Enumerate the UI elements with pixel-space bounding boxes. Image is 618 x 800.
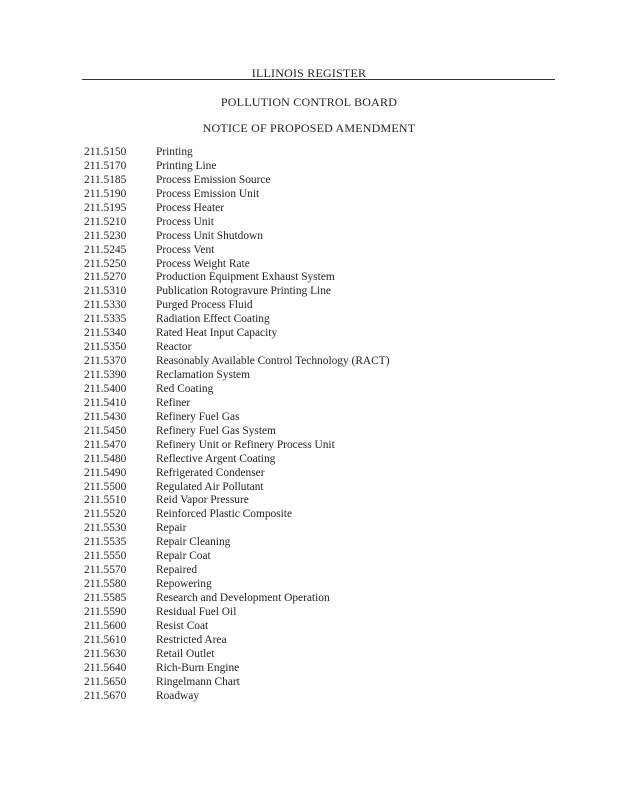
section-term: Reid Vapor Pressure — [156, 494, 249, 507]
section-term: Regulated Air Pollutant — [156, 480, 264, 493]
section-term: Repowering — [156, 578, 212, 591]
section-term: Refinery Unit or Refinery Process Unit — [156, 438, 335, 451]
register-title: ILLINOIS REGISTER — [251, 66, 367, 80]
list-item — [84, 383, 390, 397]
section-number: 211.5190 — [84, 187, 127, 200]
list-item — [84, 606, 390, 620]
list-item — [84, 453, 390, 467]
section-number: 211.5510 — [84, 494, 127, 507]
section-number: 211.5170 — [84, 159, 127, 172]
section-term: Repair — [156, 522, 187, 535]
list-item — [84, 160, 390, 174]
section-number: 211.5230 — [84, 229, 127, 242]
section-number: 211.5210 — [84, 215, 127, 228]
section-term: Repaired — [156, 564, 198, 577]
list-item — [84, 578, 390, 592]
section-number: 211.5470 — [84, 438, 127, 451]
list-item — [84, 258, 390, 272]
section-number: 211.5270 — [84, 271, 127, 284]
list-item — [84, 481, 390, 495]
section-number: 211.5430 — [84, 410, 127, 423]
section-number: 211.5550 — [84, 550, 127, 563]
section-number: 211.5650 — [84, 675, 127, 688]
section-term: Reinforced Plastic Composite — [156, 508, 293, 521]
section-term: Repair Coat — [156, 550, 211, 563]
section-number: 211.5585 — [84, 592, 127, 604]
list-item — [84, 634, 390, 648]
list-item — [84, 188, 390, 202]
notice-title: NOTICE OF PROPOSED AMENDMENT — [202, 121, 416, 135]
list-item — [84, 648, 390, 662]
section-number: 211.5335 — [84, 313, 127, 326]
section-number: 211.5630 — [84, 647, 127, 660]
list-item — [84, 216, 390, 230]
list-item — [84, 313, 390, 327]
section-term: Process Heater — [156, 201, 224, 214]
list-item — [84, 230, 390, 244]
section-term: Repair Cleaning — [156, 536, 231, 549]
board-title: POLLUTION CONTROL BOARD — [220, 95, 398, 109]
section-number: 211.5670 — [84, 689, 127, 702]
section-term: Reclamation System — [156, 369, 250, 381]
section-term: Refrigerated Condenser — [156, 466, 265, 479]
list-item — [84, 662, 390, 676]
section-term: Restricted Area — [156, 633, 227, 646]
list-item — [84, 439, 390, 453]
section-number: 211.5490 — [84, 466, 127, 479]
list-item — [84, 285, 390, 299]
list-item — [84, 397, 390, 411]
list-item — [84, 411, 390, 425]
section-number: 211.5150 — [84, 146, 127, 158]
section-number: 211.5310 — [84, 285, 127, 298]
list-item — [84, 522, 390, 536]
list-item — [84, 690, 390, 704]
section-term: Production Equipment Exhaust System — [156, 271, 335, 284]
section-number: 211.5185 — [84, 173, 127, 186]
section-term: Resist Coat — [156, 619, 209, 632]
section-number: 211.5370 — [84, 355, 127, 368]
section-number: 211.5410 — [84, 396, 127, 409]
section-number: 211.5500 — [84, 480, 127, 493]
section-number: 211.5330 — [84, 299, 127, 312]
section-term: Process Weight Rate — [156, 257, 250, 270]
section-term: Process Vent — [156, 243, 215, 256]
section-number: 211.5250 — [84, 257, 127, 270]
section-term: Ringelmann Chart — [156, 675, 240, 688]
section-term: Process Emission Unit — [156, 187, 260, 200]
section-term: Reflective Argent Coating — [156, 452, 276, 465]
section-number: 211.5530 — [84, 522, 127, 535]
list-item — [84, 536, 390, 550]
list-item — [84, 620, 390, 634]
section-term: Red Coating — [156, 382, 214, 395]
list-item — [84, 676, 390, 690]
section-term: Reasonably Available Control Technology (RACT) — [156, 355, 390, 368]
section-number: 211.5590 — [84, 605, 127, 618]
section-number: 211.5640 — [84, 661, 127, 674]
list-item — [84, 146, 390, 160]
list-item — [84, 341, 390, 355]
section-term: Process Unit — [156, 215, 214, 228]
list-item — [84, 271, 390, 285]
section-number: 211.5340 — [84, 327, 127, 340]
list-item — [84, 425, 390, 439]
list-item — [84, 355, 390, 369]
section-number: 211.5520 — [84, 508, 127, 521]
section-term: Rated Heat Input Capacity — [156, 327, 278, 340]
section-term: Refiner — [156, 396, 191, 409]
list-item — [84, 467, 390, 481]
section-number: 211.5580 — [84, 578, 127, 591]
section-term: Research and Development Operation — [156, 592, 330, 604]
list-item — [84, 202, 390, 216]
section-term: Residual Fuel Oil — [156, 605, 237, 618]
section-list — [84, 146, 390, 704]
section-number: 211.5350 — [84, 341, 127, 354]
list-item — [84, 174, 390, 188]
section-term: Radiation Effect Coating — [156, 313, 270, 326]
list-item — [84, 550, 390, 564]
list-item — [84, 299, 390, 313]
section-term: Process Emission Source — [156, 173, 271, 186]
list-item — [84, 592, 390, 606]
list-item — [84, 369, 390, 383]
section-number: 211.5390 — [84, 369, 127, 381]
section-term: Publication Rotogravure Printing Line — [156, 285, 331, 298]
list-item — [84, 508, 390, 522]
list-item — [84, 494, 390, 508]
section-number: 211.5400 — [84, 382, 127, 395]
section-term: Refinery Fuel Gas — [156, 410, 240, 423]
section-number: 211.5245 — [84, 243, 127, 256]
list-item — [84, 564, 390, 578]
header-rule — [82, 79, 555, 80]
list-item — [84, 244, 390, 258]
section-number: 211.5450 — [84, 424, 127, 437]
section-term: Retail Outlet — [156, 647, 215, 660]
section-term: Printing — [156, 146, 193, 158]
section-number: 211.5195 — [84, 201, 127, 214]
section-term: Printing Line — [156, 159, 217, 172]
section-number: 211.5570 — [84, 564, 127, 577]
section-term: Rich-Burn Engine — [156, 661, 240, 674]
section-term: Reactor — [156, 341, 192, 354]
section-number: 211.5535 — [84, 536, 127, 549]
section-term: Roadway — [156, 689, 200, 702]
section-number: 211.5480 — [84, 452, 127, 465]
list-item — [84, 327, 390, 341]
section-term: Refinery Fuel Gas System — [156, 424, 276, 437]
section-term: Purged Process Fluid — [156, 299, 253, 312]
section-number: 211.5610 — [84, 633, 127, 646]
section-number: 211.5600 — [84, 619, 127, 632]
section-term: Process Unit Shutdown — [156, 229, 263, 242]
